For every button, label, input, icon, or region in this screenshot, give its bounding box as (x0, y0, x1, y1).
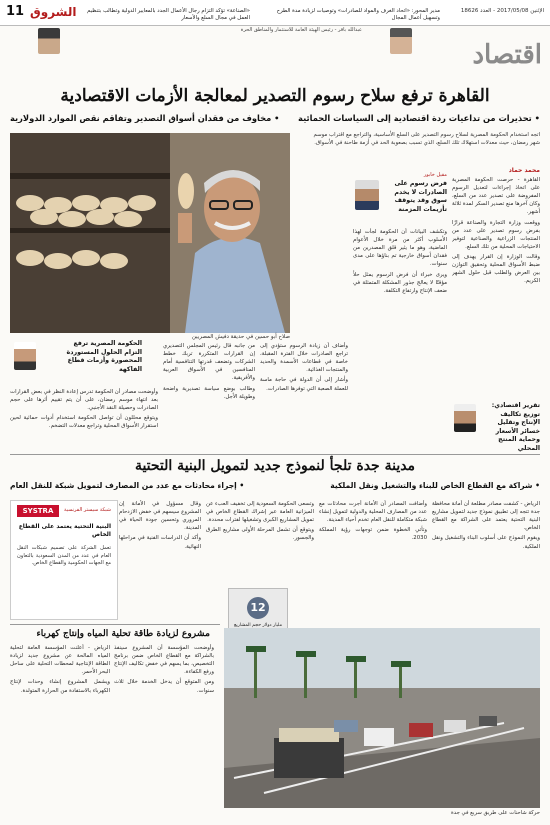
divider (10, 624, 220, 625)
quote-text: فرض رسوم على الصادرات لا يخدم سوق وقد يتوقف تأزيمات المزمنة (394, 180, 447, 213)
photo-caption: حركة شاحنات على طريق سريع في جدة (451, 810, 540, 816)
headline-desalination[interactable]: مشروع لزيادة طاقة تحلية المياه وإنتاج كهرباء (36, 628, 210, 639)
teaser-right[interactable]: مدير المحور: «اتحاد الغرف والمواد للصادرات» وتوصيات لزيادة مدة الطرح وتسهيل أعمال المجال (276, 8, 440, 21)
quote-author: مقيل خابور (423, 172, 447, 178)
main-headline[interactable]: القاهرة ترفع سلاح رسوم التصدير لمعالجة الأزمات الاقتصادية (60, 86, 490, 106)
story-intro: اتجه استخدام الحكومة المصرية لسلاح رسوم التصدير على السلع الأساسية، والتراجع مع اقتراب موسم شهر رمضان، حيث معدلات استهلاك تلك السلع، الذي تسبب بصعوبة الحد في أزمة طاحنة في الأسواق. (313, 132, 540, 146)
ad-title: البنية التحتية يعتمد على القطاع الخاص (18, 523, 111, 539)
headline-jeddah[interactable]: مدينة جدة تلجأ لنموذج جديد لتمويل البنية التحتية (134, 458, 416, 474)
subheadline-left: • إجراء محادثات مع عدد من المصارف لتمويل شبكة للنقل العام (10, 481, 244, 490)
text-column: وأضافت المصادر أن الأمانة أجرت محادثات مع عدد من المصارف المحلية والدولية لتمويل إنشاء شبكة متكاملة للنقل العام تخدم أحياء المدينة. وتأتي الخطوة ضمن توجهات رؤية المملكة 2030. (319, 501, 427, 542)
top-strip (0, 0, 550, 26)
text-column: القاهرة - حرصت الحكومة المصرية على اتخاذ إجراءات لتعديل الرسوم المفروضة على تصدير عدد من السلع، وكان آخرها منع تصدير السكر لمدة ثلاثة أشهر. ووقعت وزارة التجارة والصناعة قرارًا بفرض رسوم تصدير على عدد من المنتجات الزراعية والصناعية لتوفير الاحتياجات المحلية من تلك السلع. وقالت الوزارة إن القرار يهدف إلى ضبط الأسواق المحلية وتحقيق التوازن بين العرض والطلب قبل حلول الشهر الكريم. (452, 177, 540, 285)
text-column: وأوضحت المؤسسة أن المشروع سينفذ بالشراكة مع القطاع الخاص ضمن برنامج التخصيص، بما يسهم في خفض تكاليف الإنتاج ورفع الكفاءة. ومن المتوقع أن يدخل الخدمة خلال ثلاث سنوات. (114, 645, 214, 694)
author-photo (390, 28, 412, 54)
ad-text: تعمل الشركة على تصميم شبكات النقل العام في عدد من المدن السعودية بالتعاون مع الجهات الحكومية والقطاع الخاص. (17, 545, 111, 567)
quote-text: تقرير اقتصادي: توزيع تكاليف الإنتاج وتقليل خسائر الأسعار وحماية المنتج المحلي (491, 402, 540, 452)
paper-name: الشروق (30, 5, 77, 19)
text-column: وقال مسؤول في الأمانة إن المشروع سيسهم في خفض الازدحام المروري وتحسين جودة الحياة في المدينة. وأكد أن الدراسات الفنية في مراحلها النهائية. (119, 501, 201, 550)
text-column: من جانبه قال رئيس المجلس التصديري إن القرارات المتكررة تربك خطط الشركات وتضعف قدرتها التنافسية أمام المنافسين في الأسواق العربية والأفريقية. وطالب بوضع سياسة تصديرية واضحة وطويلة الأجل. (163, 343, 255, 400)
byline: محمد حماد (508, 167, 540, 174)
pull-quote (353, 172, 447, 224)
divider (10, 454, 540, 455)
stat-text: مليار دولار حجم المشاريع (233, 623, 283, 628)
teaser-left[interactable]: «الصناعة» تؤكد التزام رجال الأعمال الجدد بالمعايير الدولية وتطالب بتنظيم العمل في مجال السلع والأسعار (87, 8, 250, 21)
photo-caption: صلاح أبو حسين في حديقة دفيش المصريين (191, 334, 290, 340)
page-number: 11 (6, 4, 25, 19)
systra-logo: SYSTRA (17, 505, 59, 517)
text-column: الرياض - كشفت مصادر مطلعة أن أمانة محافظة جدة تتجه إلى تطبيق نموذج جديد لتمويل مشاريع البنية التحتية يعتمد على الشراكة مع القطاع الخاص. ويقوم النموذج على أسلوب البناء والتشغيل ونقل الملكية. (432, 501, 540, 550)
subheadline-right: • شراكة مع القطاع الخاص للبناء والتشغيل ونقل الملكية (330, 481, 540, 490)
author-photo (38, 28, 60, 54)
advertisement-box[interactable] (10, 500, 118, 620)
subheadline-left: • مخاوف من فقدان أسواق التصدير وتفاقم نقص الموارد الدولارية (10, 113, 279, 123)
ad-label: شبكة سيستر الفرنسية (64, 507, 111, 513)
date-line: الإثنين 2017/05/08 - العدد 18626 (460, 8, 544, 14)
section-title: اقتصاد (472, 40, 542, 70)
pull-quote (452, 402, 540, 452)
stat-number: 12 (247, 597, 269, 619)
text-column: وتكشف البيانات أن الحكومة لجأت لهذا الأسلوب أكثر من مرة خلال الأعوام الماضية، وهو ما يثير قلق المصدرين من فقدان أسواق خارجية تم بناؤها على مدى سنوات. ويرى خبراء أن فرض الرسوم يمثل حلاً مؤقتًا لا يعالج جذور المشكلة المتمثلة في ضعف الإنتاج وارتفاع التكلفة. (353, 229, 447, 294)
text-column: وأوضحت مصادر أن الحكومة تدرس إعادة النظر في بعض القرارات بعد انتهاء موسم رمضان، على أن يتم تقييم أثرها على حجم الصادرات وحصيلة النقد الأجنبي. ويتوقع محللون أن تواصل الحكومة استخدام أدوات حمائية لحين استقرار الأسواق المحلية وتراجع معدلات التضخم. (10, 389, 158, 430)
main-photo (10, 133, 290, 333)
author-photo (355, 180, 379, 210)
subheadline-right: • تحذيرات من تداعيات ردة اقتصادية إلى السياسات الحمائية (298, 113, 540, 123)
subheadline-row (10, 481, 540, 490)
author-photo (454, 404, 476, 432)
text-column: وتسعى الحكومة السعودية إلى تخفيف العبء عن الميزانية العامة عبر إشراك القطاع الخاص في تمويل المشاريع الكبرى وتشغيلها لفترات محددة. ويتوقع أن تشمل المرحلة الأولى مشاريع الطرق والجسور. (206, 501, 314, 542)
highway-photo (224, 628, 540, 808)
author-photo (14, 342, 36, 370)
text-column: وأضاف أن زيادة الرسوم ستؤدي إلى تراجع الصادرات خلال الفترة المقبلة، خاصة في قطاعات الأسمدة والحديد والمنتجات الغذائية. وأشار إلى أن الدولة في حاجة ماسة للعملة الصعبة التي توفرها الصادرات. (260, 343, 348, 392)
subheadline-row (10, 113, 540, 123)
quote-text: الحكومة المصرية ترفع التزام الحلول المستوردة المحصورة وأزمات قطاع الفاكهة (66, 340, 142, 373)
text-column: الرياض - أعلنت المؤسسة العامة لتحلية المياه المالحة عن مشروع جديد لزيادة الطاقة الإنتاجية لمحطات التحلية على ساحل البحر الأحمر. ويشمل المشروع إنشاء وحدات لإنتاج الكهرباء بالاستفادة من الحرارة المتولدة. (10, 645, 110, 694)
pull-quote (12, 340, 142, 384)
top-notes: عبدالله باقر - رئيس الهيئة العامة للاستثمار والمناطق الحرة (240, 27, 362, 33)
